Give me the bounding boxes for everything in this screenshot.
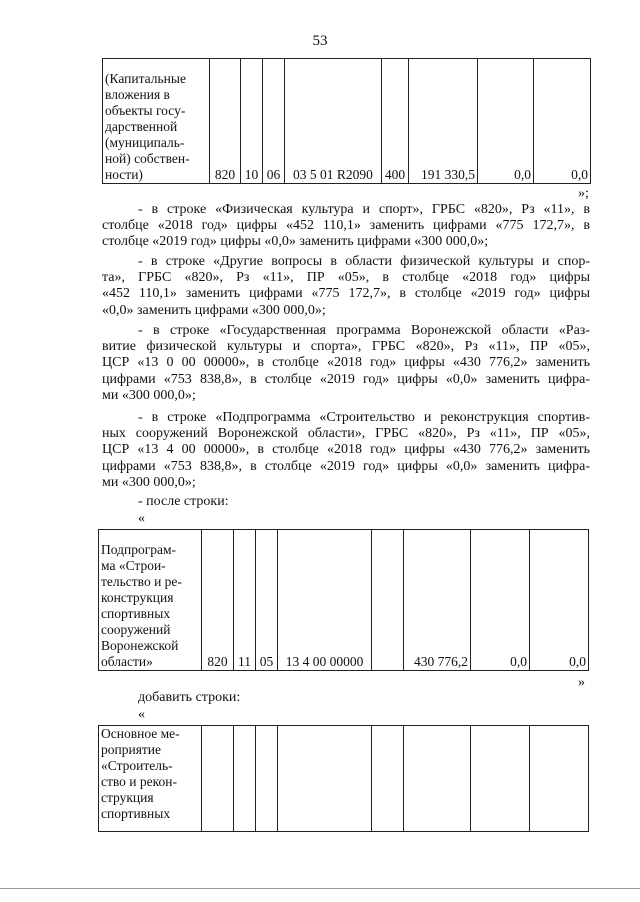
rz-cell: 10 bbox=[241, 59, 263, 184]
table-row bbox=[99, 726, 589, 832]
grbs-cell bbox=[202, 726, 234, 832]
rz-cell bbox=[234, 726, 256, 832]
paragraph-line: - в строке «Подпрограмма «Строительство и реконструкция спортив- bbox=[138, 410, 590, 425]
paragraph-line: ми «300 000,0»; bbox=[102, 387, 196, 403]
row-name-line: ма «Строи- bbox=[101, 558, 166, 573]
grbs-cell: 820 bbox=[202, 530, 234, 671]
row-name-line: конструкция bbox=[101, 590, 174, 605]
budget-table-main-activity bbox=[98, 725, 589, 832]
pr-cell: 06 bbox=[263, 59, 285, 184]
csr-cell: 03 5 01 R2090 bbox=[285, 59, 382, 184]
csr-cell: 13 4 00 00000 bbox=[278, 530, 372, 671]
paragraph-line: ных сооружений Воронежской области», ГРБС «820», Рз «11», ПР «05», bbox=[102, 426, 590, 442]
paragraph-line: «0,0» заменить цифрами «300 000,0»; bbox=[102, 302, 326, 318]
vr-cell bbox=[372, 530, 404, 671]
row-name-line: сооружений bbox=[101, 622, 171, 637]
sum-2020-cell bbox=[530, 726, 589, 832]
amendment-paragraph bbox=[102, 254, 590, 319]
paragraph-line: витие физической культуры и спорта», ГРБС «820», Рз «11», ПР «05», bbox=[102, 339, 590, 355]
sum-2018-cell bbox=[404, 726, 471, 832]
row-name-line: дарственной bbox=[105, 119, 178, 134]
amendment-paragraph bbox=[102, 410, 590, 491]
budget-table-capital-investments bbox=[102, 58, 591, 184]
row-name-cell bbox=[99, 726, 202, 832]
table-row bbox=[103, 59, 591, 184]
amendment-paragraph bbox=[102, 323, 590, 404]
add-rows-label: добавить строки: bbox=[138, 690, 241, 705]
closing-quote: » bbox=[578, 675, 585, 690]
paragraph-line: та», ГРБС «820», Рз «11», ПР «05», в столбце «2018 год» цифры bbox=[102, 270, 590, 286]
paragraph-line: столбце «2019 год» цифры «0,0» заменить цифрами «300 000,0»; bbox=[102, 234, 489, 250]
csr-cell bbox=[278, 726, 372, 832]
row-name-line: Подпрограм- bbox=[101, 542, 177, 557]
paragraph-line: цифрами «753 838,8», в столбце «2019 год» цифры «0,0» заменить цифра- bbox=[102, 458, 590, 474]
row-name-line: Основное ме- bbox=[101, 726, 180, 741]
row-name-line: (муниципаль- bbox=[105, 135, 185, 150]
row-name-line: спортивных bbox=[101, 806, 171, 821]
row-name-line: ство и рекон- bbox=[101, 774, 177, 789]
sum-2018-cell: 191 330,5 bbox=[409, 59, 478, 184]
opening-quote: « bbox=[138, 707, 145, 722]
row-name-line: спортивных bbox=[101, 606, 171, 621]
row-name-line: вложения в bbox=[105, 87, 170, 102]
paragraph-line: цифрами «753 838,8», в столбце «2019 год» цифры «0,0» заменить цифра- bbox=[102, 371, 590, 387]
row-name-line: ной) собствен- bbox=[105, 151, 190, 166]
closing-quote: »; bbox=[578, 186, 589, 201]
paragraph-line: столбце «2018 год» цифры «452 110,1» заменить цифрами «775 172,7», в bbox=[102, 218, 590, 234]
paragraph-line: - в строке «Другие вопросы в области физической культуры и спор- bbox=[138, 254, 590, 269]
after-row-label: - после строки: bbox=[138, 494, 229, 509]
sum-2019-cell: 0,0 bbox=[471, 530, 530, 671]
paragraph-line: ЦСР «13 4 00 00000», в столбце «2018 год» цифры «430 776,2» заменить bbox=[102, 442, 590, 458]
page-number: 53 bbox=[312, 33, 328, 49]
row-name-line: ности) bbox=[105, 167, 143, 182]
rz-cell: 11 bbox=[234, 530, 256, 671]
sum-2018-cell: 430 776,2 bbox=[404, 530, 471, 671]
row-name-line: Воронежской bbox=[101, 638, 179, 653]
budget-table-subprogram bbox=[98, 529, 589, 671]
table-row bbox=[99, 530, 589, 671]
sum-2019-cell bbox=[471, 726, 530, 832]
row-name-line: (Капитальные bbox=[105, 71, 186, 86]
paragraph-line: ЦСР «13 0 00 00000», в столбце «2018 год» цифры «430 776,2» заменить bbox=[102, 355, 590, 371]
page-bottom-rule bbox=[0, 888, 640, 889]
pr-cell bbox=[256, 726, 278, 832]
row-name-cell bbox=[103, 59, 210, 184]
amendment-paragraph bbox=[102, 202, 590, 251]
vr-cell bbox=[372, 726, 404, 832]
sum-2020-cell: 0,0 bbox=[530, 530, 589, 671]
row-name-line: области» bbox=[101, 654, 153, 669]
row-name-line: струкция bbox=[101, 790, 154, 805]
paragraph-line: «452 110,1» заменить цифрами «775 172,7», в столбце «2019 год» цифры bbox=[102, 286, 590, 302]
row-name-line: «Строитель- bbox=[101, 758, 173, 773]
pr-cell: 05 bbox=[256, 530, 278, 671]
row-name-line: роприятие bbox=[101, 742, 162, 757]
row-name-line: тельство и ре- bbox=[101, 574, 182, 589]
grbs-cell: 820 bbox=[210, 59, 241, 184]
sum-2019-cell: 0,0 bbox=[478, 59, 534, 184]
row-name-line: объекты госу- bbox=[105, 103, 186, 118]
paragraph-line: - в строке «Государственная программа Воронежской области «Раз- bbox=[138, 323, 590, 338]
vr-cell: 400 bbox=[382, 59, 409, 184]
paragraph-line: - в строке «Физическая культура и спорт», ГРБС «820», Рз «11», в bbox=[138, 202, 590, 217]
sum-2020-cell: 0,0 bbox=[534, 59, 591, 184]
opening-quote: « bbox=[138, 511, 145, 526]
row-name-cell bbox=[99, 530, 202, 671]
paragraph-line: ми «300 000,0»; bbox=[102, 474, 196, 490]
